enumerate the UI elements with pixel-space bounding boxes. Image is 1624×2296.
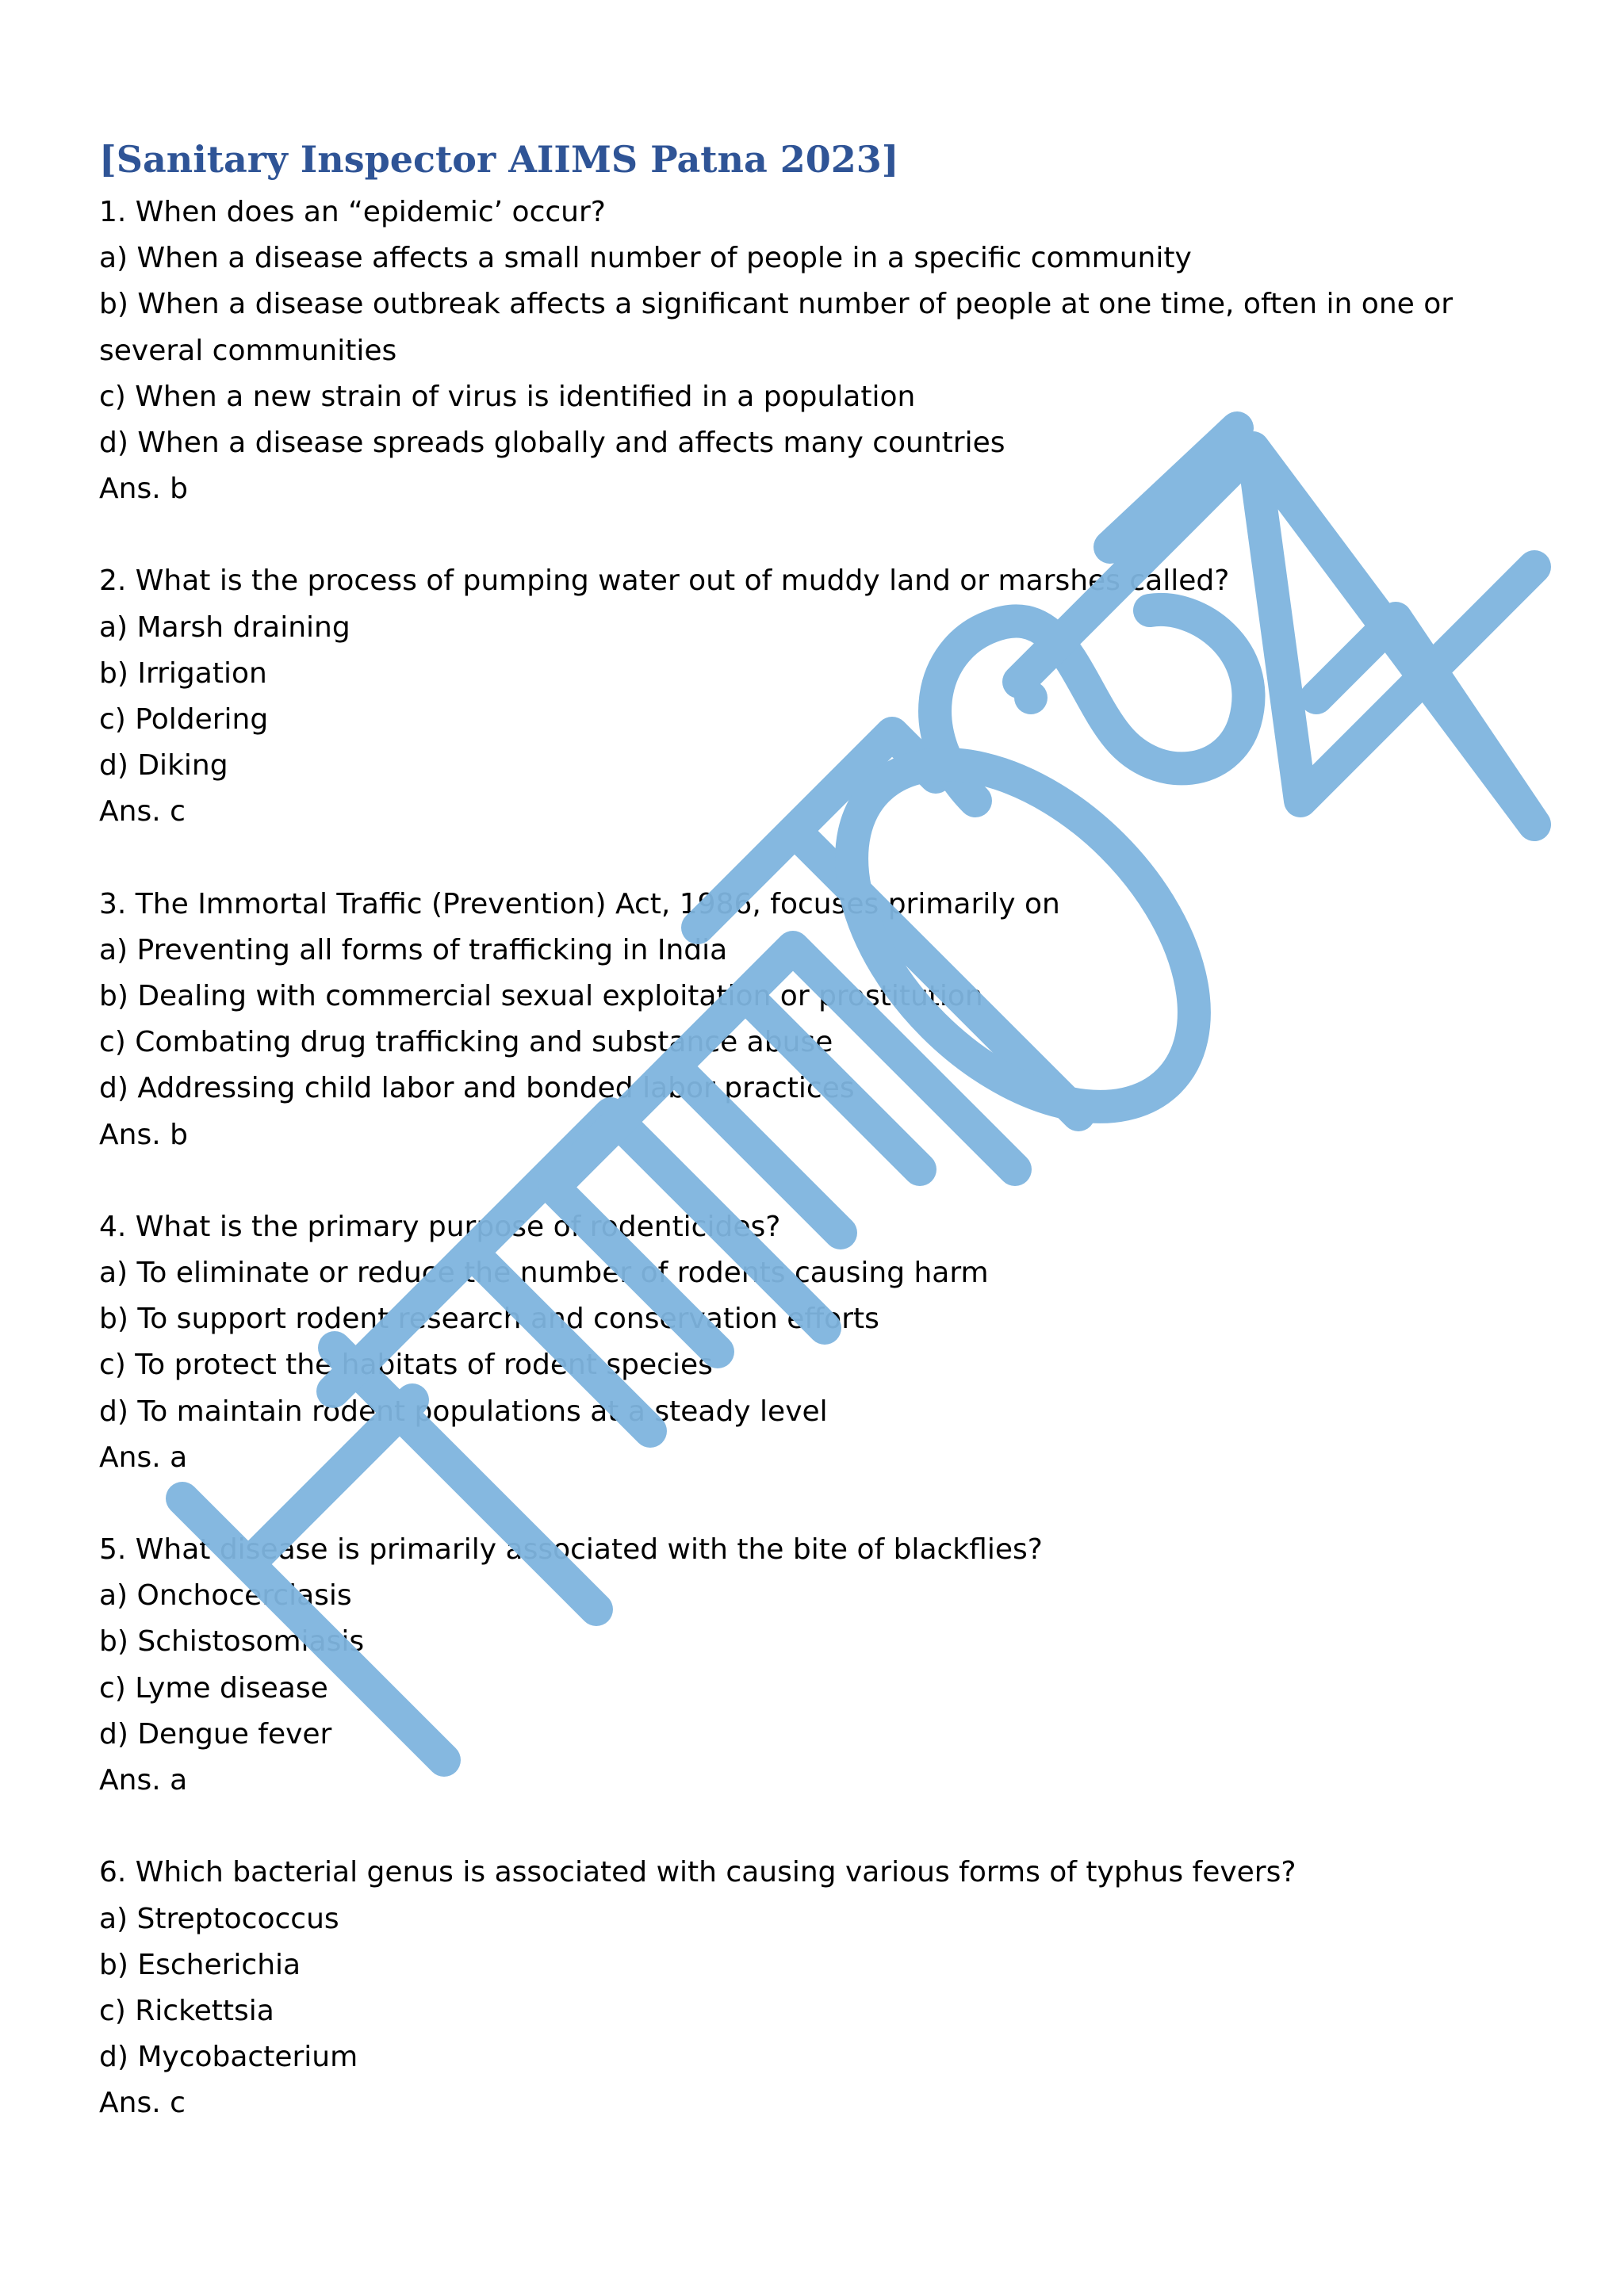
option-d: d) Addressing child labor and bonded labor practices xyxy=(99,1072,855,1105)
question-block-6 xyxy=(99,1850,1542,2126)
question-block-3 xyxy=(99,882,1542,1158)
option-d: d) Mycobacterium xyxy=(99,2041,358,2074)
option-a: a) When a disease affects a small number of people in a specific community xyxy=(99,242,1192,275)
option-c: c) Lyme disease xyxy=(99,1671,328,1705)
option-c: c) Poldering xyxy=(99,703,269,737)
document-content xyxy=(99,131,1542,2173)
question-block-1 xyxy=(99,189,1542,512)
answer-text: Ans. c xyxy=(99,795,186,828)
answer-text: Ans. b xyxy=(99,473,188,506)
question-text: 1. When does an “epidemic’ occur? xyxy=(99,196,606,228)
answer-text: Ans. b xyxy=(99,1118,188,1151)
question-text: 2. What is the process of pumping water out of muddy land or marshes called? xyxy=(99,564,1230,598)
option-c: c) Rickettsia xyxy=(99,1994,274,2027)
option-b: b) Escherichia xyxy=(99,1948,301,1981)
question-block-4 xyxy=(99,1204,1542,1481)
option-b: b) When a disease outbreak affects a significant number of people at one time, often in one or several communities xyxy=(99,288,1462,367)
question-block-2 xyxy=(99,558,1542,835)
option-a: a) Onchocerciasis xyxy=(99,1579,352,1613)
option-a: a) Streptococcus xyxy=(99,1902,339,1935)
answer-text: Ans. c xyxy=(99,2087,186,2120)
question-block-5 xyxy=(99,1527,1542,1804)
document-title: [Sanitary Inspector AIIMS Patna 2023] xyxy=(99,138,899,181)
answer-text: Ans. a xyxy=(99,1441,188,1474)
option-a: a) Marsh draining xyxy=(99,610,350,644)
option-b: b) To support rodent research and conservation efforts xyxy=(99,1303,879,1336)
option-b: b) Schistosomiasis xyxy=(99,1625,365,1659)
option-b: b) Dealing with commercial sexual exploitation or prostitution xyxy=(99,980,983,1013)
question-text: 3. The Immortal Traffic (Prevention) Act, 1986, focuses primarily on xyxy=(99,887,1060,920)
option-c: c) When a new strain of virus is identified in a population xyxy=(99,380,916,413)
question-text: 6. Which bacterial genus is associated with causing various forms of typhus fevers? xyxy=(99,1856,1297,1889)
question-text: 4. What is the primary purpose of rodenticides? xyxy=(99,1210,781,1243)
option-d: d) Dengue fever xyxy=(99,1717,332,1751)
option-c: c) To protect the habitats of rodent species xyxy=(99,1349,713,1382)
question-text: 5. What disease is primarily associated with the bite of blackflies? xyxy=(99,1533,1043,1567)
answer-text: Ans. a xyxy=(99,1764,188,1797)
option-d: d) To maintain rodent populations at a steady level xyxy=(99,1395,828,1428)
option-c: c) Combating drug trafficking and substance abuse xyxy=(99,1026,833,1059)
option-b: b) Irrigation xyxy=(99,656,267,690)
option-d: d) Diking xyxy=(99,749,228,783)
option-a: a) To eliminate or reduce the number of rodents causing harm xyxy=(99,1257,989,1290)
option-d: d) When a disease spreads globally and affects many countries xyxy=(99,427,1005,460)
option-a: a) Preventing all forms of trafficking in India xyxy=(99,933,728,966)
